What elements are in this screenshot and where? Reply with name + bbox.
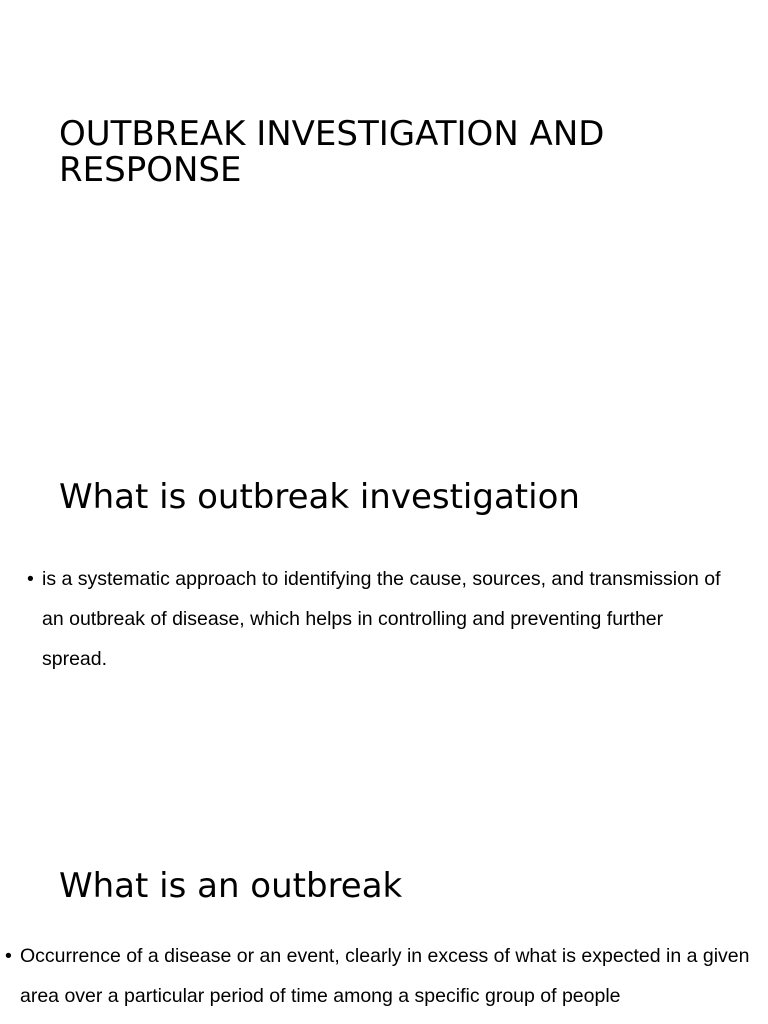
section-heading-outbreak-investigation: What is outbreak investigation [59,477,580,517]
slide-title: OUTBREAK INVESTIGATION AND RESPONSE [59,114,605,190]
bullet-dot-icon: • [27,568,34,590]
bullet-text-outbreak-investigation-definition: is a systematic approach to identifying the cause, sources, and transmission of an outbreak of disease, which helps in controlling and preventing further spread. [42,568,721,670]
section-heading-outbreak: What is an outbreak [59,866,403,906]
bullet-dot-icon: • [5,945,12,967]
bullet-text-outbreak-definition: Occurrence of a disease or an event, clearly in excess of what is expected in a given area over a particular period of time among a specific group of people [20,945,750,1007]
